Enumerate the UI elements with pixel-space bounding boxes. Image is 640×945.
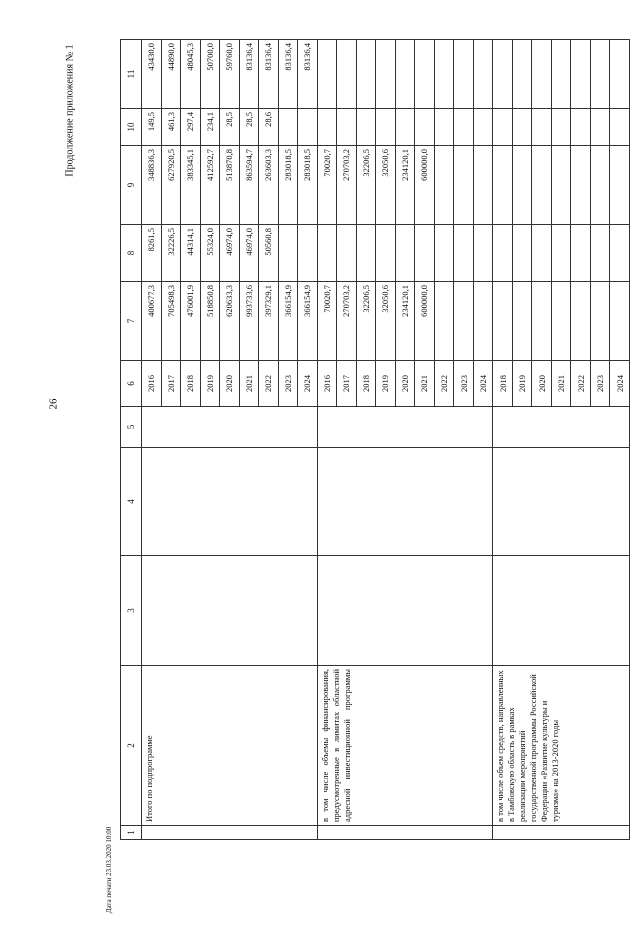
value-cell-c7 <box>512 282 532 361</box>
value-cell-c9 <box>551 146 571 225</box>
value-cell-c10: 234,1 <box>200 109 220 146</box>
value-cell-c11 <box>317 40 337 109</box>
value-cell-c8: 50560,8 <box>259 225 279 282</box>
empty-cell-col5 <box>493 407 630 448</box>
empty-cell-col1 <box>142 826 318 840</box>
value-cell-c10: 297,4 <box>181 109 201 146</box>
value-cell-c10 <box>376 109 396 146</box>
value-cell-c7 <box>434 282 454 361</box>
value-cell-c8 <box>337 225 357 282</box>
value-cell-c10: 461,3 <box>161 109 181 146</box>
empty-cell-col5 <box>317 407 493 448</box>
rotated-table-container <box>120 40 630 840</box>
group-label: в том числе объем средств, направленных в Тамбовскую область в рамках реализации мероприятий государственной программы Российской Федерации «Развитие культуры и туризма» на 2013-2020 годы <box>493 666 630 826</box>
value-cell-c8 <box>473 225 493 282</box>
value-cell-c8 <box>395 225 415 282</box>
value-cell-c8 <box>415 225 435 282</box>
value-cell-c10 <box>415 109 435 146</box>
value-cell-c10 <box>278 109 298 146</box>
value-cell-c7 <box>493 282 513 361</box>
value-cell-c9 <box>493 146 513 225</box>
value-cell-c10 <box>493 109 513 146</box>
value-cell-c9: 283018,5 <box>298 146 318 225</box>
table-row <box>142 40 162 840</box>
value-cell-c11: 83136,4 <box>259 40 279 109</box>
year-cell: 2019 <box>512 361 532 407</box>
value-cell-c11: 59760,0 <box>220 40 240 109</box>
value-cell-c10 <box>454 109 474 146</box>
value-cell-c7 <box>454 282 474 361</box>
year-cell: 2019 <box>376 361 396 407</box>
value-cell-c7: 705498,3 <box>161 282 181 361</box>
value-cell-c7 <box>571 282 591 361</box>
empty-cell-col1 <box>493 826 630 840</box>
value-cell-c9: 627920,5 <box>161 146 181 225</box>
value-cell-c7: 397329,1 <box>259 282 279 361</box>
value-cell-c11 <box>395 40 415 109</box>
year-cell: 2020 <box>532 361 552 407</box>
value-cell-c11 <box>473 40 493 109</box>
value-cell-c10 <box>532 109 552 146</box>
value-cell-c11 <box>571 40 591 109</box>
value-cell-c9 <box>454 146 474 225</box>
value-cell-c8: 46974,0 <box>220 225 240 282</box>
year-cell: 2024 <box>610 361 630 407</box>
table-row <box>493 40 513 840</box>
column-header-1: 1 <box>121 826 142 840</box>
value-cell-c8 <box>317 225 337 282</box>
value-cell-c11 <box>356 40 376 109</box>
appendix-label: Продолжение приложения № 1 <box>64 44 76 177</box>
value-cell-c8 <box>298 225 318 282</box>
column-header-9: 9 <box>121 146 142 225</box>
value-cell-c9: 383345,1 <box>181 146 201 225</box>
year-cell: 2018 <box>181 361 201 407</box>
print-date: Дата печати 23.03.2020 10:00 <box>105 826 113 914</box>
value-cell-c7: 518850,8 <box>200 282 220 361</box>
empty-cell-col1 <box>317 826 493 840</box>
year-cell: 2022 <box>571 361 591 407</box>
funding-table <box>120 39 630 840</box>
value-cell-c7: 600000,0 <box>415 282 435 361</box>
value-cell-c11 <box>590 40 610 109</box>
value-cell-c9: 600000,0 <box>415 146 435 225</box>
value-cell-c10: 149,5 <box>142 109 162 146</box>
year-cell: 2019 <box>200 361 220 407</box>
value-cell-c8: 55324,0 <box>200 225 220 282</box>
value-cell-c8: 32226,5 <box>161 225 181 282</box>
empty-cell-col4 <box>493 448 630 556</box>
value-cell-c10: 28,5 <box>220 109 240 146</box>
value-cell-c10 <box>610 109 630 146</box>
table-row <box>317 40 337 840</box>
value-cell-c11: 44890,0 <box>161 40 181 109</box>
column-header-5: 5 <box>121 407 142 448</box>
value-cell-c10: 28,6 <box>259 109 279 146</box>
value-cell-c8 <box>493 225 513 282</box>
value-cell-c8: 44314,1 <box>181 225 201 282</box>
value-cell-c11 <box>551 40 571 109</box>
value-cell-c11 <box>493 40 513 109</box>
year-cell: 2023 <box>278 361 298 407</box>
group-label: Итого по подпрограмме <box>142 666 318 826</box>
value-cell-c10: 28,5 <box>239 109 259 146</box>
empty-cell-col3 <box>493 556 630 666</box>
value-cell-c9: 70020,7 <box>317 146 337 225</box>
value-cell-c10 <box>395 109 415 146</box>
value-cell-c10 <box>551 109 571 146</box>
value-cell-c7: 32206,5 <box>356 282 376 361</box>
value-cell-c8: 8261,5 <box>142 225 162 282</box>
value-cell-c7: 993733,6 <box>239 282 259 361</box>
year-cell: 2021 <box>239 361 259 407</box>
value-cell-c10 <box>356 109 376 146</box>
value-cell-c11 <box>337 40 357 109</box>
value-cell-c8 <box>356 225 376 282</box>
value-cell-c9 <box>473 146 493 225</box>
value-cell-c7 <box>473 282 493 361</box>
value-cell-c7: 270703,2 <box>337 282 357 361</box>
group-label: в том числе объемы финансирования, предусмотренные в лимитах областной адресной инвестиционной программы <box>317 666 493 826</box>
value-cell-c7: 400677,3 <box>142 282 162 361</box>
value-cell-c7: 32050,6 <box>376 282 396 361</box>
year-cell: 2016 <box>142 361 162 407</box>
year-cell: 2022 <box>259 361 279 407</box>
column-header-3: 3 <box>121 556 142 666</box>
year-cell: 2023 <box>590 361 610 407</box>
value-cell-c9 <box>512 146 532 225</box>
value-cell-c8 <box>610 225 630 282</box>
value-cell-c9: 513870,8 <box>220 146 240 225</box>
value-cell-c9: 234120,1 <box>395 146 415 225</box>
empty-cell-col4 <box>142 448 318 556</box>
column-header-6: 6 <box>121 361 142 407</box>
value-cell-c7 <box>610 282 630 361</box>
value-cell-c11 <box>454 40 474 109</box>
page-number: 26 <box>47 398 60 410</box>
value-cell-c10 <box>317 109 337 146</box>
value-cell-c11 <box>376 40 396 109</box>
year-cell: 2020 <box>220 361 240 407</box>
year-cell: 2022 <box>434 361 454 407</box>
year-cell: 2023 <box>454 361 474 407</box>
value-cell-c9 <box>571 146 591 225</box>
value-cell-c7: 366154,9 <box>278 282 298 361</box>
value-cell-c10 <box>512 109 532 146</box>
value-cell-c8 <box>590 225 610 282</box>
value-cell-c9: 863594,7 <box>239 146 259 225</box>
empty-cell-col5 <box>142 407 318 448</box>
value-cell-c9 <box>590 146 610 225</box>
value-cell-c7: 234120,1 <box>395 282 415 361</box>
year-cell: 2016 <box>317 361 337 407</box>
value-cell-c11: 43430,0 <box>142 40 162 109</box>
empty-cell-col3 <box>317 556 493 666</box>
column-header-8: 8 <box>121 225 142 282</box>
year-cell: 2021 <box>551 361 571 407</box>
value-cell-c9: 283018,5 <box>278 146 298 225</box>
column-header-2: 2 <box>121 666 142 826</box>
year-cell: 2021 <box>415 361 435 407</box>
value-cell-c9: 270703,2 <box>337 146 357 225</box>
value-cell-c8 <box>551 225 571 282</box>
value-cell-c11: 50700,0 <box>200 40 220 109</box>
value-cell-c11 <box>415 40 435 109</box>
value-cell-c11 <box>434 40 454 109</box>
value-cell-c8 <box>571 225 591 282</box>
value-cell-c10 <box>434 109 454 146</box>
year-cell: 2017 <box>161 361 181 407</box>
value-cell-c7 <box>590 282 610 361</box>
value-cell-c10 <box>473 109 493 146</box>
value-cell-c9: 348836,3 <box>142 146 162 225</box>
empty-cell-col4 <box>317 448 493 556</box>
value-cell-c9 <box>434 146 454 225</box>
value-cell-c9: 32206,5 <box>356 146 376 225</box>
value-cell-c7: 620633,3 <box>220 282 240 361</box>
value-cell-c8 <box>532 225 552 282</box>
value-cell-c11 <box>610 40 630 109</box>
value-cell-c10 <box>298 109 318 146</box>
value-cell-c9 <box>610 146 630 225</box>
year-cell: 2018 <box>356 361 376 407</box>
value-cell-c7: 476001,9 <box>181 282 201 361</box>
value-cell-c8: 46974,0 <box>239 225 259 282</box>
value-cell-c7: 70020,7 <box>317 282 337 361</box>
empty-cell-col3 <box>142 556 318 666</box>
value-cell-c8 <box>454 225 474 282</box>
column-header-4: 4 <box>121 448 142 556</box>
value-cell-c10 <box>590 109 610 146</box>
year-cell: 2020 <box>395 361 415 407</box>
value-cell-c7 <box>532 282 552 361</box>
value-cell-c11 <box>532 40 552 109</box>
value-cell-c10 <box>337 109 357 146</box>
year-cell: 2024 <box>473 361 493 407</box>
column-header-7: 7 <box>121 282 142 361</box>
value-cell-c10 <box>571 109 591 146</box>
column-header-11: 11 <box>121 40 142 109</box>
value-cell-c11: 83136,4 <box>239 40 259 109</box>
value-cell-c8 <box>278 225 298 282</box>
column-header-10: 10 <box>121 109 142 146</box>
year-cell: 2017 <box>337 361 357 407</box>
value-cell-c7 <box>551 282 571 361</box>
year-cell: 2024 <box>298 361 318 407</box>
value-cell-c11: 83136,4 <box>278 40 298 109</box>
value-cell-c7: 366154,9 <box>298 282 318 361</box>
column-header-row <box>121 40 142 840</box>
value-cell-c8 <box>376 225 396 282</box>
value-cell-c9: 412592,7 <box>200 146 220 225</box>
value-cell-c11: 83136,4 <box>298 40 318 109</box>
year-cell: 2018 <box>493 361 513 407</box>
value-cell-c9: 32050,6 <box>376 146 396 225</box>
value-cell-c9: 263603,3 <box>259 146 279 225</box>
table-body <box>142 40 630 840</box>
value-cell-c9 <box>532 146 552 225</box>
value-cell-c8 <box>512 225 532 282</box>
value-cell-c8 <box>434 225 454 282</box>
value-cell-c11: 48045,3 <box>181 40 201 109</box>
value-cell-c11 <box>512 40 532 109</box>
